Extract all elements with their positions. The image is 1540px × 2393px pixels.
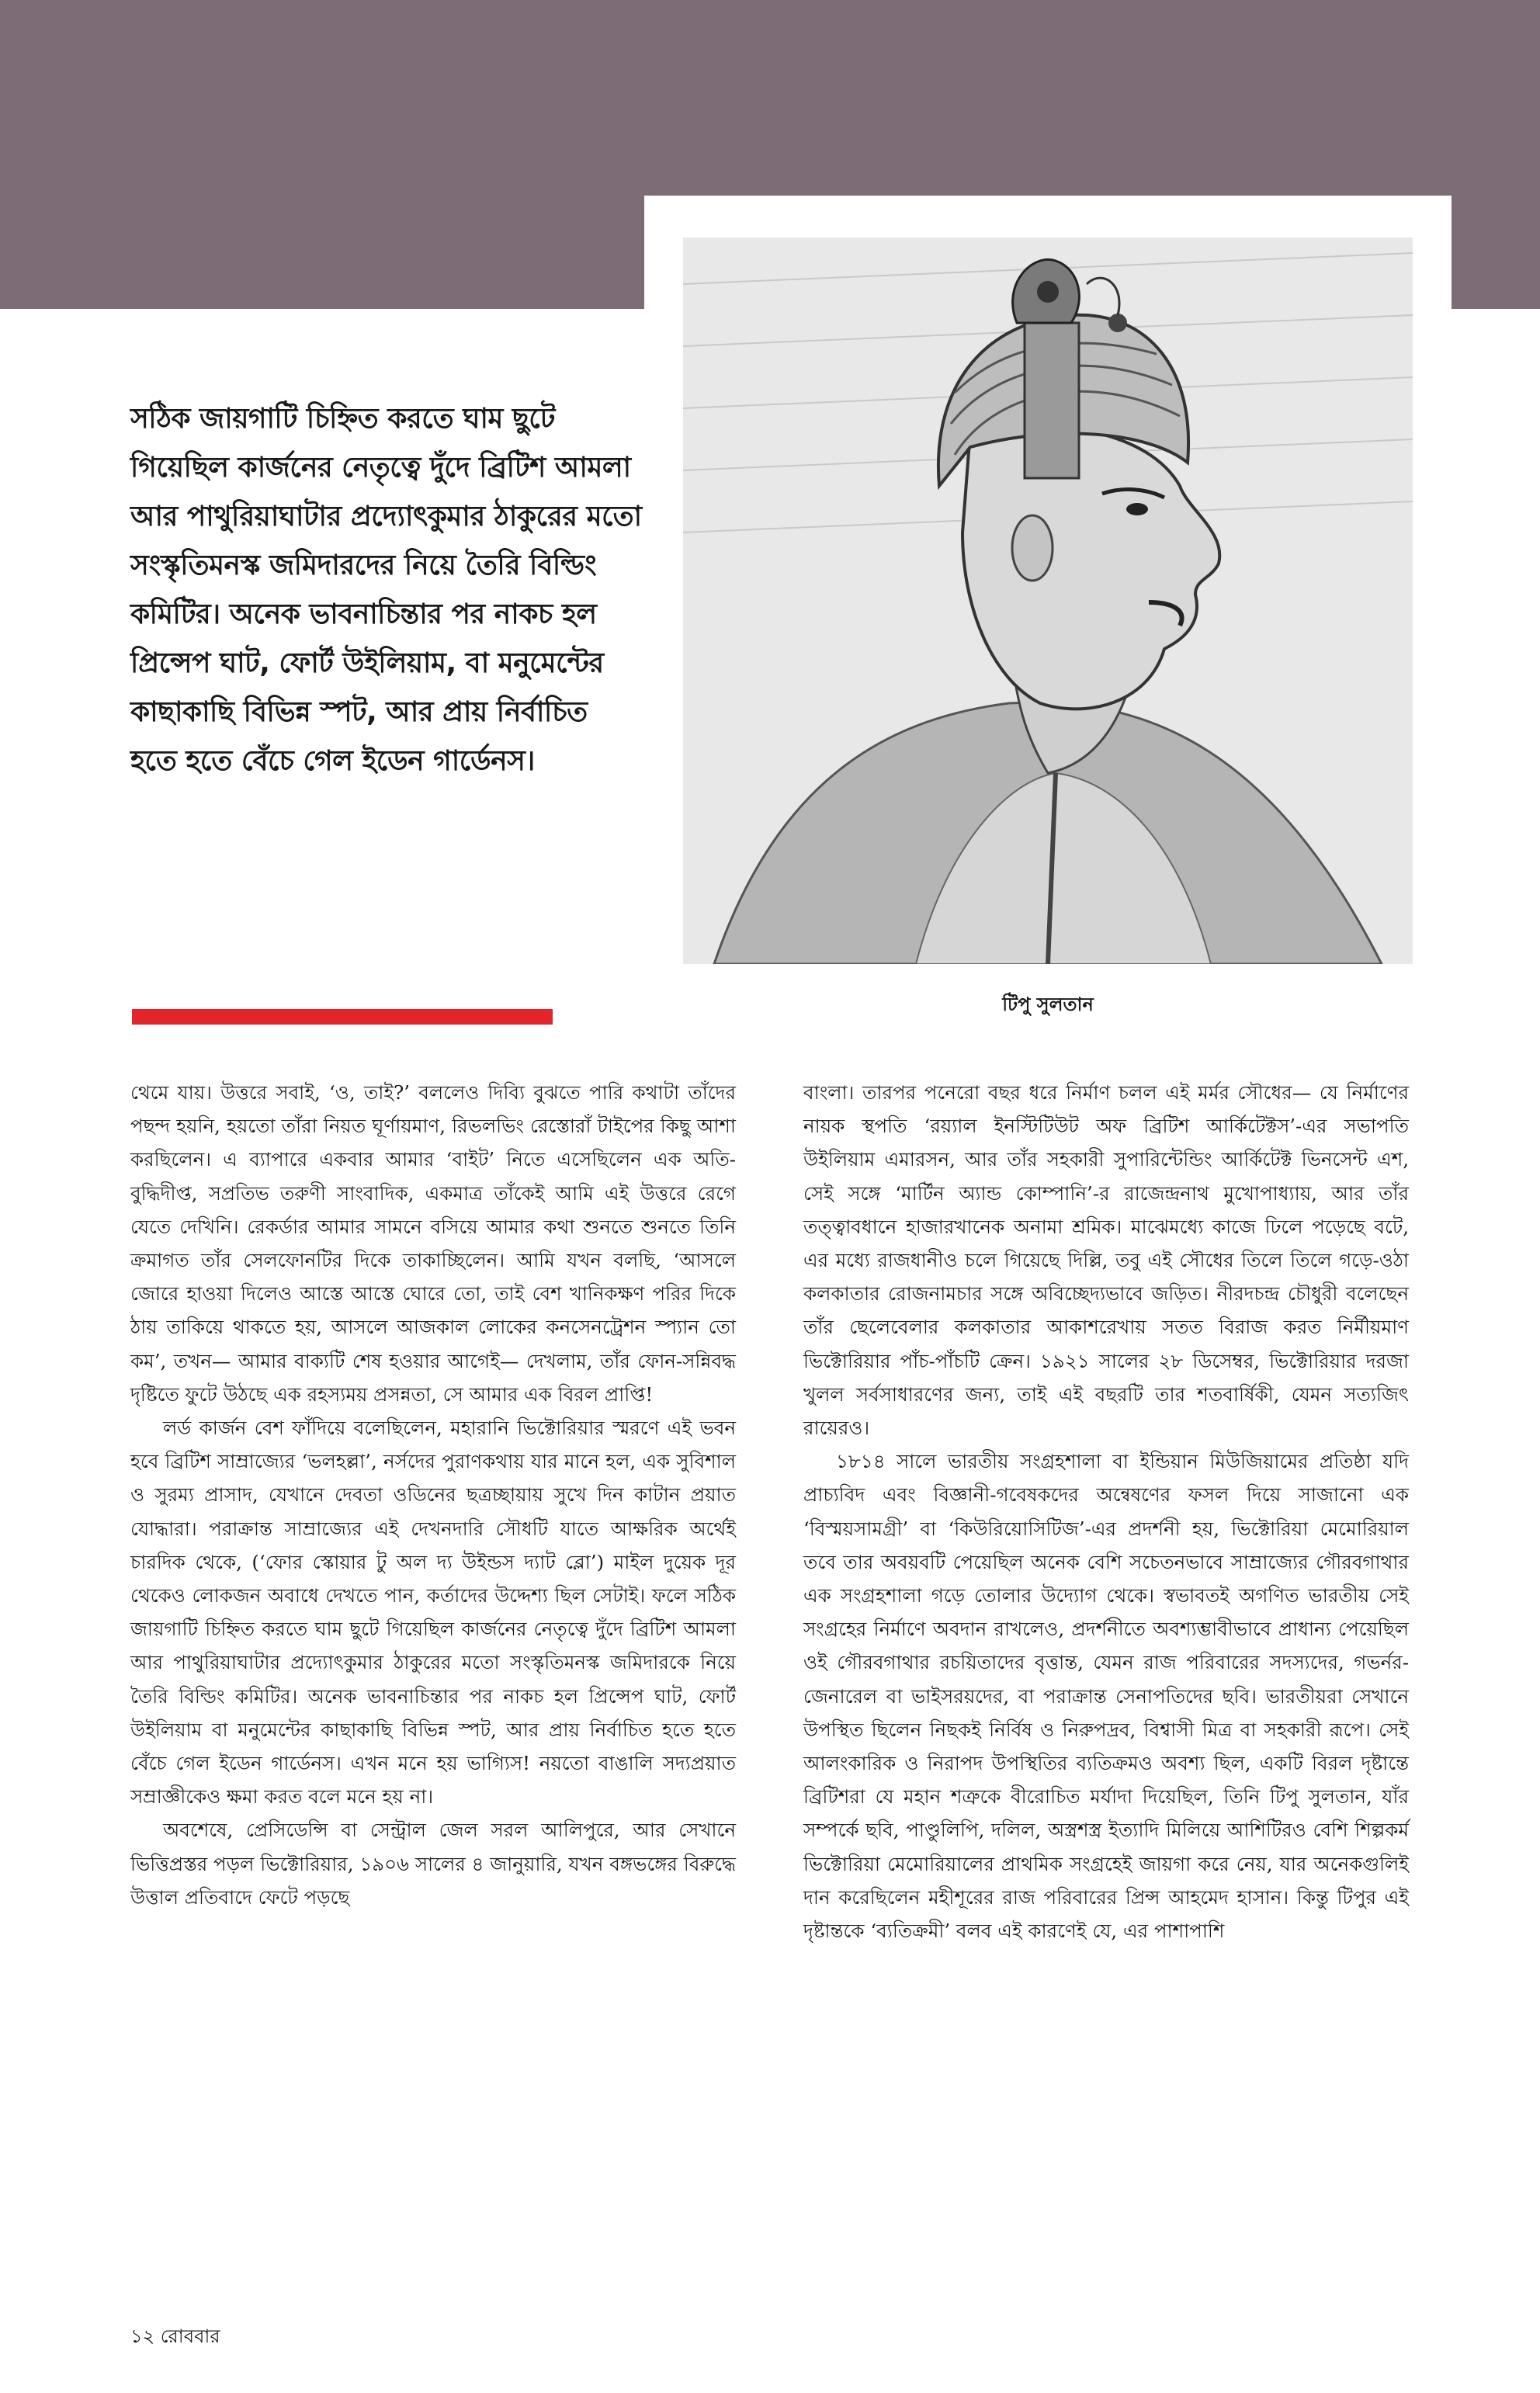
page-folio: ১২ রোববার bbox=[130, 2325, 220, 2347]
paragraph: ১৮১৪ সালে ভারতীয় সংগ্রহশালা বা ইন্ডিয়ান মিউজিয়ামের প্রতিষ্ঠা যদি প্রাচ্যবিদ এবং বিজ্ঞানী-গবেষকদের অন্বেষণের ফসল দিয়ে সাজানো এক ‘বিস্ময়সামগ্রী’ বা ‘কিউরিয়োসিটিজ’-এর প্রদর্শনী হয়, ভিক্টোরিয়া মেমোরিয়াল তবে তার অবয়বটি পেয়েছিল অনেক বেশি সচেতনভাবে সাম্রাজ্যের গৌরবগাথার এক সংগ্রহশালা গড়ে তোলার উদ্যোগ থেকে। স্বভাবতই অগণিত ভারতীয় সেই সংগ্রহের নির্মাণে অবদান রাখলেও, প্রদর্শনীতে অবশ্যম্ভাবীভাবে প্রাধান্য পেয়েছিল ওই গৌরবগাথার রচয়িতাদের বৃত্তান্ত, যেমন রাজ পরিবারের সদস্যদের, গভর্নর-জেনারেল বা ভাইসরয়দের, বা পরাক্রান্ত সেনাপতিদের ছবি। ভারতীয়রা সেখানে উপস্থিত ছিলেন নিছকই নির্বিষ ও নিরুপদ্রব, বিশ্বাসী মিত্র বা সহকারী রূপে। সেই আলংকারিক ও নিরাপদ উপস্থিতির ব্যতিক্রমও অবশ্য ছিল, একটি বিরল দৃষ্টান্তে ব্রিটিশরা যে মহান শত্রুকে বীরোচিত মর্যাদা দিয়েছিল, তিনি টিপু সুলতান, যাঁর সম্পর্কে ছবি, পাণ্ডুলিপি, দলিল, অস্ত্রশস্ত্র ইত্যাদি মিলিয়ে আশিটিরও বেশি শিল্পকর্ম ভিক্টোরিয়া মেমোরিয়ালের প্রাথমিক সংগ্রহেই জায়গা করে নেয়, যার অনেকগুলিই দান করেছিলেন মহীশূরের রাজ পরিবারের প্রিন্স আহমেদ হাসান। কিন্তু টিপুর এই দৃষ্টান্তকে ‘ব্যতিক্রমী’ বলব এই কারণেই যে, এর পাশাপাশি bbox=[803, 1450, 1409, 1943]
article-column-left bbox=[130, 1076, 736, 1914]
article-column-right bbox=[803, 1076, 1409, 1947]
tipu-sultan-portrait bbox=[683, 238, 1413, 964]
paragraph: বাংলা। তারপর পনেরো বছর ধরে নির্মাণ চলল এই মর্মর সৌধের— যে নির্মাণের নায়ক স্থপতি ‘রয়্যাল ইনস্টিটিউট অফ ব্রিটিশ আর্কিটেক্টস’-এর সভাপতি উইলিয়াম এমারসন, আর তাঁর সহকারী সুপারিন্টেন্ডিং আর্কিটেক্ট ভিনসেন্ট এশ, সেই সঙ্গে ‘মার্টিন অ্যান্ড কোম্পানি’-র রাজেন্দ্রনাথ মুখোপাধ্যায়, আর তাঁর তত্ত্বাবধানে হাজারখানেক অনামা শ্রমিক। মাঝেমধ্যে কাজে ঢিলে পড়েছে বটে, এর মধ্যে রাজধানীও চলে গিয়েছে দিল্লি, তবু এই সৌধের তিলে তিলে গড়ে-ওঠা কলকাতার রোজনামচার সঙ্গে অবিচ্ছেদ্যভাবে জড়িত। নীরদচন্দ্র চৌধুরী বলেছেন তাঁর ছেলেবেলার কলকাতার আকাশরেখায় সতত বিরাজ করত নির্মীয়মাণ ভিক্টোরিয়ার পাঁচ-পাঁচটি ক্রেন। ১৯২১ সালের ২৮ ডিসেম্বর, ভিক্টোরিয়ার দরজা খুলল সর্বসাধারণের জন্য, তাই এই বছরটি তার শতবার্ষিকী, যেমন সত্যজিৎ রায়েরও। bbox=[803, 1081, 1409, 1440]
pull-quote: সঠিক জায়গাটি চিহ্নিত করতে ঘাম ছুটে গিয়েছিল কার্জনের নেতৃত্বে দুঁদে ব্রিটিশ আমলা আর পাথুরিয়াঘাটার প্রদ্যোৎকুমার ঠাকুরের মতো সংস্কৃতিমনস্ক জমিদারদের নিয়ে তৈরি বিল্ডিং কমিটির। অনেক ভাবনাচিন্তার পর নাকচ হল প্রিন্সেপ ঘাট, ফোর্ট উইলিয়াম, বা মনুমেন্টের কাছাকাছি বিভিন্ন স্পট, আর প্রায় নির্বাচিত হতে হতে বেঁচে গেল ইডেন গার্ডেনস। bbox=[130, 403, 642, 777]
paragraph: লর্ড কার্জন বেশ ফাঁদিয়ে বলেছিলেন, মহারানি ভিক্টোরিয়ার স্মরণে এই ভবন হবে ব্রিটিশ সাম্রাজ্যের ‘ভলহল্লা’, নর্সদের পুরাণকথায় যার মানে হল, এক সুবিশাল ও সুরম্য প্রাসাদ, যেখানে দেবতা ওডিনের ছত্রচ্ছায়ায় সুখে দিন কাটান প্রয়াত যোদ্ধারা। পরাক্রান্ত সাম্রাজ্যের এই দেখনদারি সৌধটি যাতে আক্ষরিক অর্থেই চারদিক থেকে, (‘ফোর স্কোয়ার টু অল দ্য উইন্ডস দ্যাট ব্লো’) মাইল দুয়েক দূর থেকেও লোকজন অবাধে দেখতে পান, কর্তাদের উদ্দেশ্য ছিল সেটাই। ফলে সঠিক জায়গাটি চিহ্নিত করতে ঘাম ছুটে গিয়েছিল কার্জনের নেতৃত্বে দুঁদে ব্রিটিশ আমলা আর পাথুরিয়াঘাটার প্রদ্যোৎকুমার ঠাকুরের মতো সংস্কৃতিমনস্ক জমিদারকে নিয়ে তৈরি বিল্ডিং কমিটির। অনেক ভাবনাচিন্তার পর নাকচ হল প্রিন্সেপ ঘাট, ফোর্ট উইলিয়াম বা মনুমেন্টের কাছাকাছি বিভিন্ন স্পট, আর প্রায় নির্বাচিত হতে হতে বেঁচে গেল ইডেন গার্ডেনস। এখন মনে হয় ভাগ্যিস! নয়তো বাঙালি সদ্যপ্রয়াত সম্রাজ্ঞীকেও ক্ষমা করত বলে মনে হয় না। bbox=[130, 1417, 736, 1809]
accent-rule bbox=[132, 1009, 553, 1025]
paragraph: থেমে যায়। উত্তরে সবাই, ‘ও, তাই?’ বললেও দিব্যি বুঝতে পারি কথাটা তাঁদের পছন্দ হয়নি, হয়তো তাঁরা নিয়ত ঘূর্ণায়মাণ, রিভলভিং রেস্তোরাঁ টাইপের কিছু আশা করছিলেন। এ ব্যাপারে একবার আমার ‘বাইট’ নিতে এসেছিলেন এক অতি-বুদ্ধিদীপ্ত, সপ্রতিভ তরুণী সাংবাদিক, একমাত্র তাঁকেই আমি এই উত্তরে রেগে যেতে দেখিনি। রেকর্ডার আমার সামনে বসিয়ে আমার কথা শুনতে শুনতে তিনি ক্রমাগত তাঁর সেলফোনটির দিকে তাকাচ্ছিলেন। আমি যখন বলছি, ‘আসলে জোরে হাওয়া দিলেও আস্তে আস্তে ঘোরে তো, তাই বেশ খানিকক্ষণ পরির দিকে ঠায় তাকিয়ে থাকতে হয়, আসলে আজকাল লোকের কনসেনট্রেশন স্প্যান তো কম’, তখন— আমার বাক্যটি শেষ হওয়ার আগেই— দেখলাম, তাঁর ফোন-সন্নিবদ্ধ দৃষ্টিতে ফুটে উঠছে এক রহস্যময় প্রসন্নতা, সে আমার এক বিরল প্রাপ্তি! bbox=[130, 1081, 736, 1406]
paragraph: অবশেষে, প্রেসিডেন্সি বা সেন্ট্রাল জেল সরল আলিপুরে, আর সেখানে ভিত্তিপ্রস্তর পড়ল ভিক্টোরিয়ার, ১৯০৬ সালের ৪ জানুয়ারি, যখন বঙ্গভঙ্গের বিরুদ্ধে উত্তাল প্রতিবাদে ফেটে পড়ছে bbox=[130, 1819, 736, 1909]
photo-caption: টিপু সুলতান bbox=[1002, 994, 1094, 1015]
